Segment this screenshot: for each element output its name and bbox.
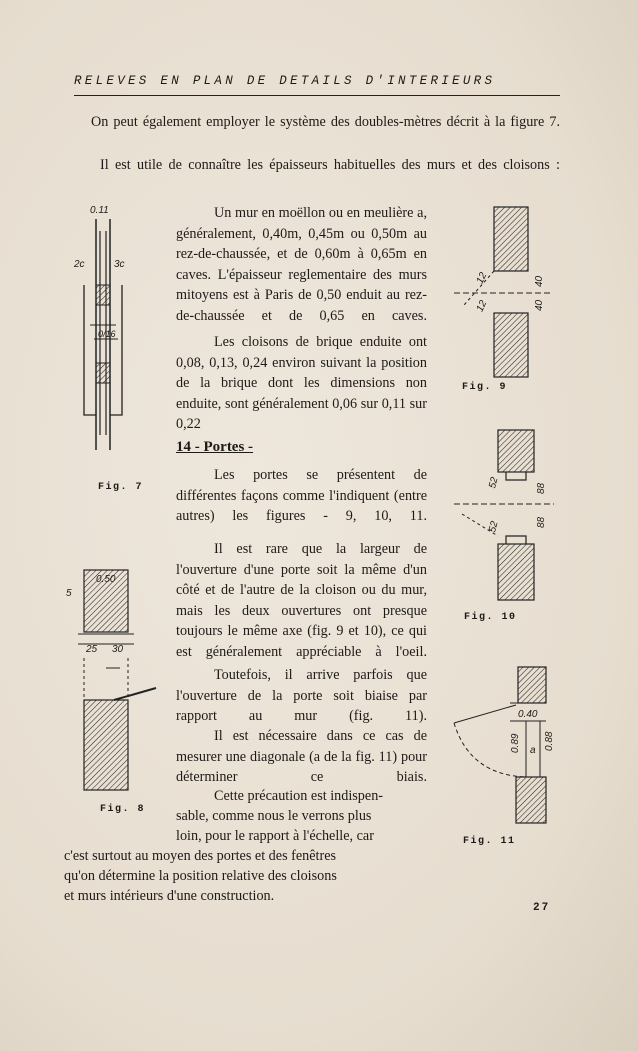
figure-7-caption: Fig. 7	[98, 482, 144, 493]
page-number: 27	[533, 902, 551, 914]
fig9-label-c: 40	[534, 275, 545, 287]
fig7-label-right: 3c	[114, 259, 125, 270]
paragraph-doubles-metres: On peut également employer le système des doubles-mètres décrit à la figure 7.	[91, 114, 560, 130]
fig9-label-d: 40	[534, 299, 545, 311]
fig8-label-top: 0.50	[96, 574, 116, 585]
paragraph-precaution-line-6: et murs intérieurs d'une construction.	[64, 888, 275, 904]
paragraph-precaution-line-2: sable, comme nous le verrons plus	[176, 808, 372, 824]
fig11-label-top: 0.40	[518, 709, 538, 720]
figure-7-drawing	[70, 195, 150, 465]
fig8-label-side: 5	[66, 588, 72, 599]
fig7-label-top: 0.11	[90, 205, 109, 216]
fig10-label-a: 52	[487, 476, 501, 490]
figure-8-caption: Fig. 8	[100, 804, 146, 815]
fig11-label-diag: 0.89	[510, 733, 521, 753]
paragraph-precaution-line-3: loin, pour le rapport à l'échelle, car	[176, 828, 374, 844]
fig9-label-b: 12	[474, 298, 490, 314]
fig11-label-a: a	[530, 745, 536, 756]
paragraph-porte-biaise: Toutefois, il arrive parfois que l'ouverture de la porte soit biaise par rapport au mur (fig. 11).	[176, 667, 427, 724]
figure-11-caption: Fig. 11	[463, 836, 516, 847]
figure-10-drawing	[450, 428, 560, 603]
fig11-label-right: 0.88	[544, 731, 555, 751]
figure-10-caption: Fig. 10	[464, 612, 517, 623]
fig8-label-left: 25	[86, 644, 98, 655]
paragraph-epaisseurs: Il est utile de connaître les épaisseurs habituelles des murs et des cloisons :	[100, 157, 560, 173]
figure-9-drawing	[450, 205, 560, 380]
paragraph-precaution-line-4: c'est surtout au moyen des portes et des fenêtres	[64, 848, 337, 864]
fig10-label-d: 88	[536, 516, 547, 528]
fig9-label-a: 12	[474, 270, 490, 286]
header-rule	[74, 95, 560, 96]
running-header: RELEVES EN PLAN DE DETAILS D'INTERIEURS	[74, 74, 496, 88]
figure-8-drawing	[64, 568, 174, 798]
paragraph-largeur-ouverture: Il est rare que la largeur de l'ouverture d'une porte soit la même d'un côté et de l'autre de la cloison ou du mur, mais les deux ouvertures ont presque toujours le même axe (fig. 9 et 10), ce qui est généralement appréciable à l'oeil.	[176, 541, 427, 660]
paragraph-precaution-line-5: qu'on détermine la position relative des cloisons	[64, 868, 337, 884]
paragraph-precaution-line-1: Cette précaution est indispen-	[214, 788, 384, 804]
fig8-label-right: 30	[112, 644, 124, 655]
paragraph-mur-moellon: Un mur en moëllon ou en meulière a, généralement, 0,40m, 0,45m ou 0,50m au rez-de-chaussée, et de 0,60m à 0,65m en caves. L'épaisseur reglementaire des murs mitoyens est à Paris de 0,50 enduit au rez-de-chaussée et de 0,65 en caves.	[176, 205, 427, 324]
paragraph-diagonale: Il est nécessaire dans ce cas de mesurer une diagonale (a de la fig. 11) pour déterminer ce biais.	[176, 728, 427, 785]
paragraph-portes: Les portes se présentent de différentes façons comme l'indiquent (entre autres) les figures - 9, 10, 11.	[176, 467, 427, 524]
fig7-label-mid: 0/16	[98, 329, 116, 339]
paragraph-cloisons-brique: Les cloisons de brique enduite ont 0,08, 0,13, 0,24 environ suivant la position de la brique dont les dimensions non enduite, sont généralement 0,06 sur 0,11 sur 0,22	[176, 334, 427, 432]
fig10-label-c: 88	[536, 482, 547, 494]
fig10-label-b: 52	[487, 520, 501, 534]
section-title-portes: 14 - Portes -	[176, 439, 254, 455]
figure-9-caption: Fig. 9	[462, 382, 508, 393]
fig7-label-left: 2c	[74, 259, 85, 270]
figure-11-drawing	[440, 665, 560, 825]
